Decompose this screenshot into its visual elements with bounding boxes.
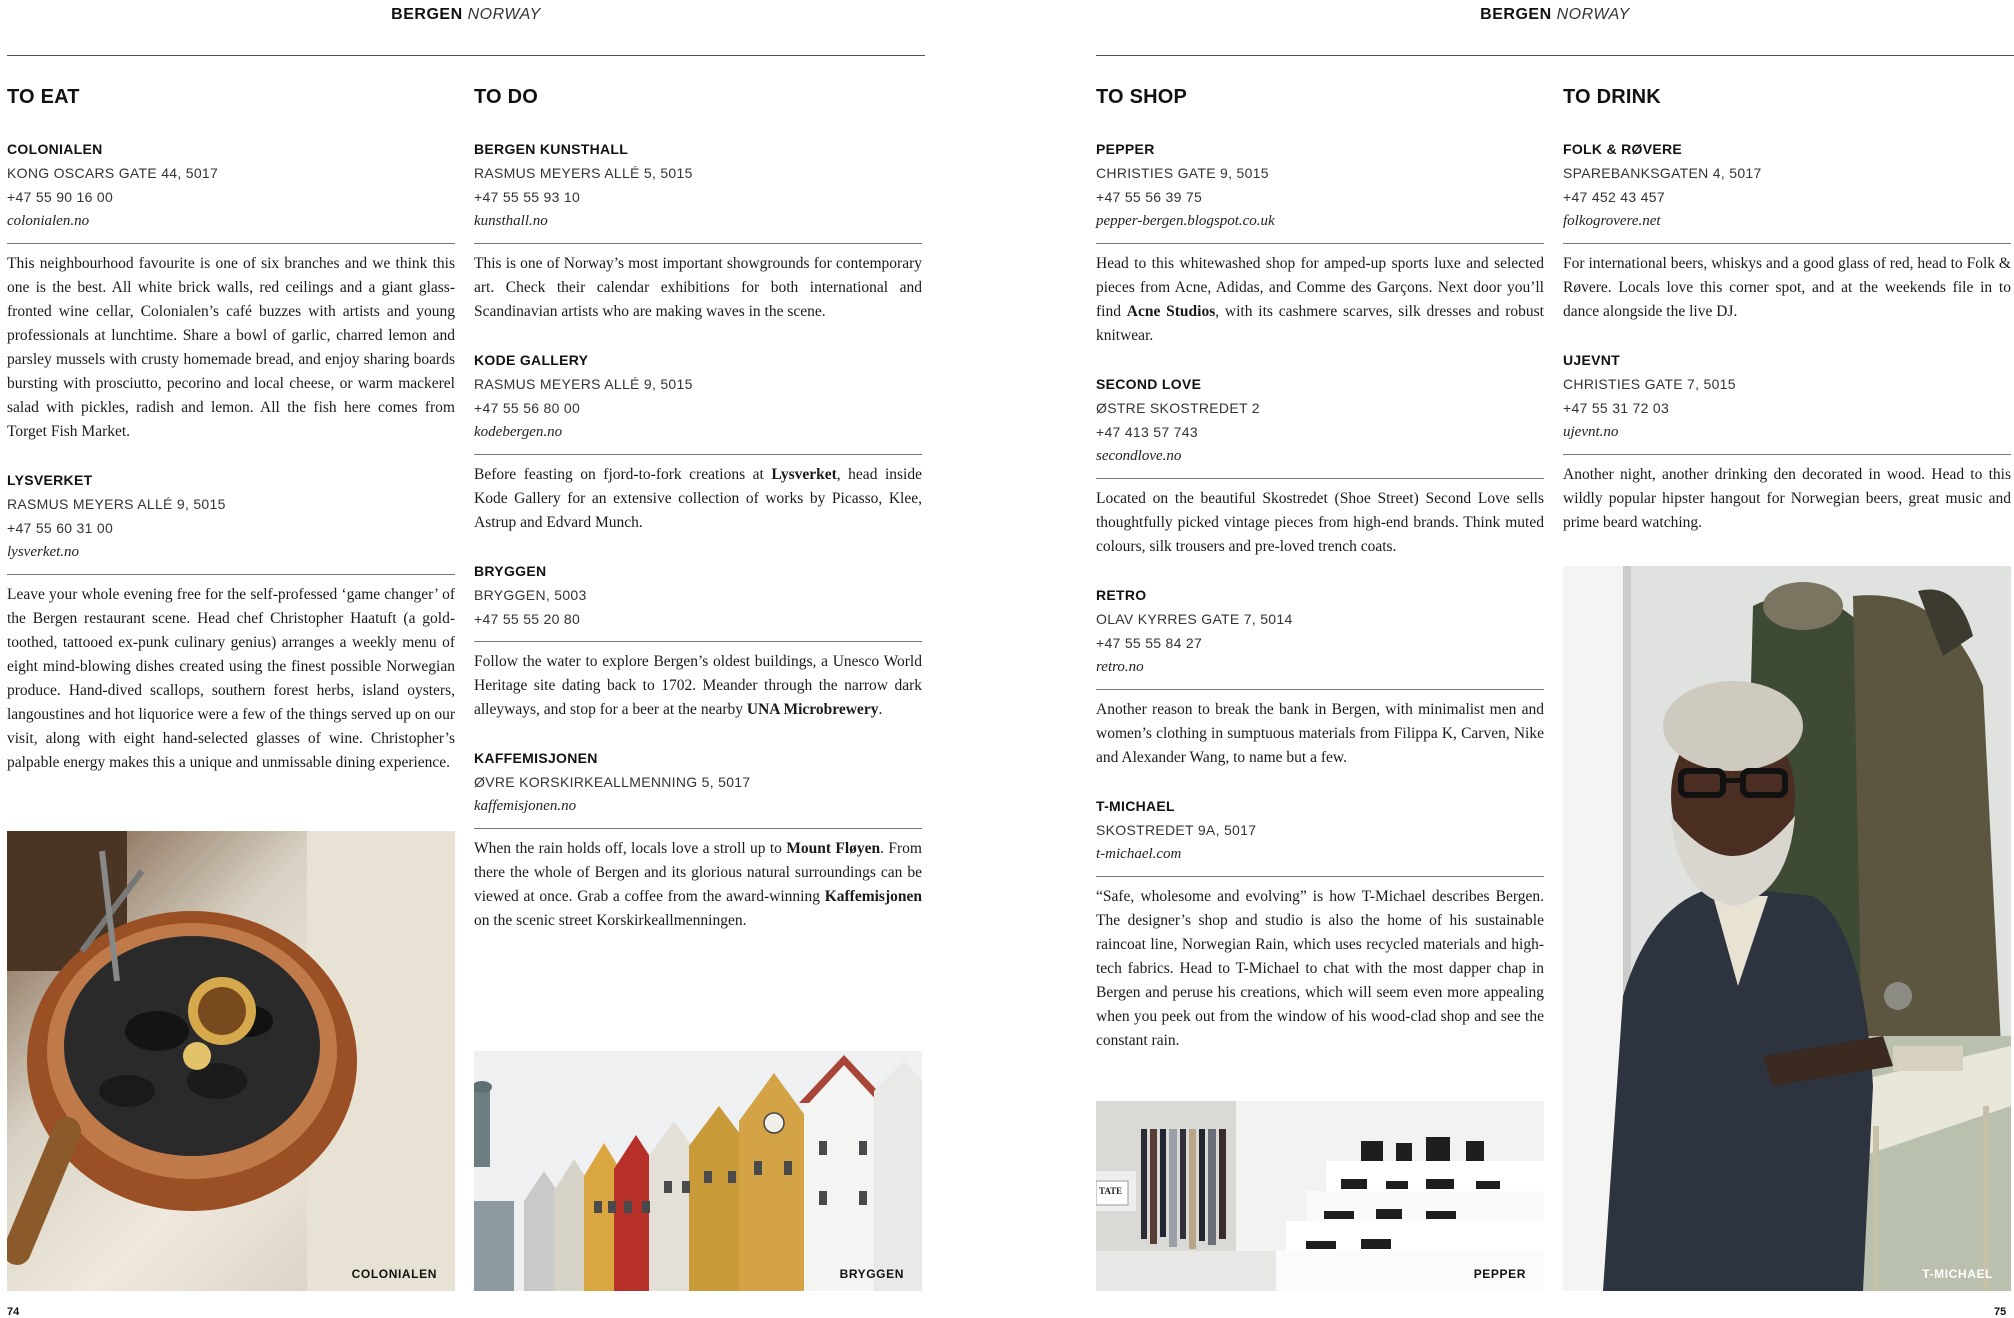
venue-phone: +47 452 43 457 (1563, 189, 1665, 205)
running-head-country: NORWAY (467, 6, 541, 23)
shop-interior-illustration (1096, 1101, 1544, 1291)
running-head-city: BERGEN (391, 6, 463, 23)
body-text: Head to this whitewashed shop for amped-up sports luxe and selected pieces from Acne, Adidas, and Comme des Garçons. Next door you’ll find (1096, 255, 1544, 320)
divider (1563, 454, 2011, 455)
venue-address: RASMUS MEYERS ALLÉ 9, 5015 (474, 376, 693, 392)
running-head-right (1096, 6, 2014, 24)
venue-description (474, 650, 922, 722)
venue-folk-og-rovere (1563, 137, 2011, 324)
divider (1096, 689, 1544, 690)
venue-name: KAFFEMISJONEN (474, 750, 598, 766)
venue-website-link[interactable]: ujevnt.no (1563, 424, 1619, 440)
photo-caption: BRYGGEN (839, 1267, 904, 1281)
venue-address: SKOSTREDET 9A, 5017 (1096, 822, 1257, 838)
venue-phone: +47 55 90 16 00 (7, 189, 114, 205)
venue-phone: +47 55 55 93 10 (474, 189, 581, 205)
venue-description: Another reason to break the bank in Bergen, with minimalist men and women’s clothing in sumptuous materials from Filippa K, Carven, Nike and Alexander Wang, to name but a few. (1096, 701, 1544, 766)
venue-description (474, 463, 922, 535)
venue-name: T-MICHAEL (1096, 798, 1175, 814)
venue-phone: +47 55 56 39 75 (1096, 189, 1203, 205)
venue-website-link[interactable]: lysverket.no (7, 544, 80, 560)
divider (7, 243, 455, 244)
venue-description: This neighbourhood favourite is one of six branches and we think this one is the best. All white brick walls, red ceilings and a giant glass-fronted wine cellar, Colonialen’s café buzzes with artists and young professionals at lunchtime. Share a bowl of garlic, charred lemon and parsley mussels with crusty homemade bread, and enjoy sharing boards bursting with prosciutto, pecorino and local cheese, or warm mackerel salad with pickles, radish and lemon. All the fish here comes from Torget Fish Market. (7, 255, 455, 440)
running-head-city: BERGEN (1480, 6, 1552, 23)
divider (474, 243, 922, 244)
venue-bergen-kunsthall (474, 137, 922, 324)
venue-website-link[interactable]: t-michael.com (1096, 846, 1182, 862)
venue-name: FOLK & RØVERE (1563, 141, 1683, 157)
photo-caption: PEPPER (1473, 1267, 1526, 1281)
venue-website-link[interactable]: kodebergen.no (474, 424, 563, 440)
venue-kaffemisjonen (474, 746, 922, 933)
body-text: Follow the water to explore Bergen’s oldest buildings, a Unesco World Heritage site dating back to 1702. Meander through the narrow dark alleyways, and stop for a beer at the nearby (474, 653, 922, 718)
section-heading: TO DRINK (1563, 86, 1661, 108)
venue-phone: +47 55 60 31 00 (7, 520, 114, 536)
photo-pepper-shop (1096, 1101, 1544, 1291)
top-rule-left (7, 55, 925, 56)
divider (1096, 243, 1544, 244)
column-to-do (474, 86, 922, 957)
body-text: on the scenic street Korskirkeallmenningen. (474, 912, 747, 929)
body-text: When the rain holds off, locals love a stroll up to (474, 840, 787, 857)
venue-t-michael (1096, 794, 1544, 1053)
photo-caption: COLONIALEN (351, 1267, 437, 1281)
body-bold: Lysverket (771, 466, 837, 483)
divider (1563, 243, 2011, 244)
venue-address: KONG OSCARS GATE 44, 5017 (7, 165, 219, 181)
venue-name: RETRO (1096, 587, 1147, 603)
body-text: Before feasting on fjord-to-fork creations at (474, 466, 772, 483)
venue-description: Leave your whole evening free for the self-professed ‘game changer’ of the Bergen restaurant scene. Head chef Christopher Haatuft (a gold-toothed, tattooed ex-punk culinary genius) arranges a weekly menu of eight mind-blowing dishes created using the finest possible Norwegian produce. Hand-dived scallops, southern forest herbs, island oysters, langoustines and hot liquorice were a few of the things served up on our visit, along with eight hand-selected glasses of wine. Christopher’s palpable energy makes this a unique and unmissable dining experience. (7, 586, 455, 771)
body-bold: Mount Fløyen (786, 840, 881, 857)
venue-address: OLAV KYRRES GATE 7, 5014 (1096, 611, 1293, 627)
body-bold: Kaffemisjonen (824, 888, 922, 905)
venue-description: “Safe, wholesome and evolving” is how T-Michael describes Bergen. The designer’s shop and studio is also the home of his sustainable raincoat line, Norwegian Rain, which uses recycled materials and high-tech fabrics. Head to T-Michael to chat with the most dapper chap in Bergen and peruse his creations, which will seem even more appealing when you peek out from the window of his wood-clad shop and see the constant rain. (1096, 888, 1544, 1049)
venue-address: ØSTRE SKOSTREDET 2 (1096, 400, 1260, 416)
venue-address: CHRISTIES GATE 9, 5015 (1096, 165, 1269, 181)
photo-colonialen-mussels (7, 831, 455, 1291)
venue-name: BERGEN KUNSTHALL (474, 141, 629, 157)
body-text: . From there the whole of Bergen and its glorious natural surroundings can be viewed at once. Grab a coffee from the award-winning (474, 840, 922, 905)
divider (474, 454, 922, 455)
venue-name: BRYGGEN (474, 563, 547, 579)
body-text: , with its cashmere scarves, silk dresses and robust knitwear. (1096, 303, 1544, 344)
venue-address: RASMUS MEYERS ALLÉ 5, 5015 (474, 165, 693, 181)
divider (474, 828, 922, 829)
venue-description (1096, 252, 1544, 348)
venue-retro (1096, 583, 1544, 770)
column-to-shop (1096, 86, 1544, 1077)
venue-website-link[interactable]: folkogrovere.net (1563, 213, 1661, 229)
venue-website-link[interactable]: kaffemisjonen.no (474, 798, 577, 814)
venue-kode-gallery (474, 348, 922, 535)
venue-pepper (1096, 137, 1544, 348)
mussels-pot-illustration (7, 831, 455, 1291)
shop-sign-text: TATE (1099, 1186, 1123, 1196)
venue-colonialen (7, 137, 455, 444)
venue-name: LYSVERKET (7, 472, 93, 488)
portrait-illustration (1563, 566, 2011, 1291)
column-to-drink (1563, 86, 2011, 559)
venue-name: UJEVNT (1563, 352, 1621, 368)
venue-website-link[interactable]: colonialen.no (7, 213, 90, 229)
venue-phone: +47 55 31 72 03 (1563, 400, 1670, 416)
divider (1096, 478, 1544, 479)
body-text: , head inside Kode Gallery for an extensive collection of works by Picasso, Klee, Astrup and Edvard Munch. (474, 466, 922, 531)
body-bold: Acne Studios (1126, 303, 1216, 320)
venue-phone: +47 55 55 20 80 (474, 611, 581, 627)
bryggen-houses-illustration (474, 1051, 922, 1291)
section-heading: TO EAT (7, 86, 80, 108)
venue-address: SPAREBANKSGATEN 4, 5017 (1563, 165, 1762, 181)
venue-phone: +47 55 55 84 27 (1096, 635, 1203, 651)
section-heading: TO SHOP (1096, 86, 1188, 108)
venue-second-love (1096, 372, 1544, 559)
venue-name: COLONIALEN (7, 141, 103, 157)
venue-website-link[interactable]: retro.no (1096, 659, 1144, 675)
venue-website-link[interactable]: pepper-bergen.blogspot.co.uk (1096, 213, 1275, 229)
venue-phone: +47 55 56 80 00 (474, 400, 581, 416)
photo-bryggen-houses (474, 1051, 922, 1291)
venue-name: PEPPER (1096, 141, 1155, 157)
page-number-right: 75 (1994, 1306, 2007, 1318)
venue-website-link[interactable]: secondlove.no (1096, 448, 1182, 464)
section-heading: TO DO (474, 86, 538, 108)
venue-description: For international beers, whiskys and a good glass of red, head to Folk & Røvere. Locals love this corner spot, and at the weekends file in to dance alongside the live DJ. (1563, 255, 2011, 320)
photo-t-michael-portrait (1563, 566, 2011, 1291)
top-rule-right (1096, 55, 2014, 56)
venue-description: Located on the beautiful Skostredet (Shoe Street) Second Love sells thoughtfully picked vintage pieces from high-end brands. Think muted colours, silk trousers and pre-loved trench coats. (1096, 490, 1544, 555)
venue-ujevnt (1563, 348, 2011, 535)
photo-caption: T-MICHAEL (1922, 1267, 1993, 1281)
venue-address: ØVRE KORSKIRKEALLMENNING 5, 5017 (474, 774, 751, 790)
venue-address: RASMUS MEYERS ALLÉ 9, 5015 (7, 496, 226, 512)
running-head-left (7, 6, 925, 24)
venue-description: Another night, another drinking den decorated in wood. Head to this wildly popular hipster hangout for Norwegian beers, great music and prime beard watching. (1563, 466, 2011, 531)
body-bold: UNA Microbrewery (746, 701, 879, 718)
venue-address: BRYGGEN, 5003 (474, 587, 587, 603)
body-text: . (878, 701, 883, 718)
divider (474, 641, 922, 642)
venue-phone: +47 413 57 743 (1096, 424, 1198, 440)
venue-name: KODE GALLERY (474, 352, 589, 368)
column-to-eat (7, 86, 455, 799)
divider (7, 574, 455, 575)
venue-address: CHRISTIES GATE 7, 5015 (1563, 376, 1736, 392)
venue-website-link[interactable]: kunsthall.no (474, 213, 548, 229)
venue-lysverket (7, 468, 455, 775)
divider (1096, 876, 1544, 877)
venue-description: This is one of Norway’s most important showgrounds for contemporary art. Check their calendar exhibitions for both international and Scandinavian artists who are making waves in the scene. (474, 255, 922, 320)
page-number-left: 74 (7, 1306, 20, 1318)
venue-name: SECOND LOVE (1096, 376, 1202, 392)
running-head-country: NORWAY (1556, 6, 1630, 23)
venue-bryggen (474, 559, 922, 722)
venue-description (474, 837, 922, 933)
